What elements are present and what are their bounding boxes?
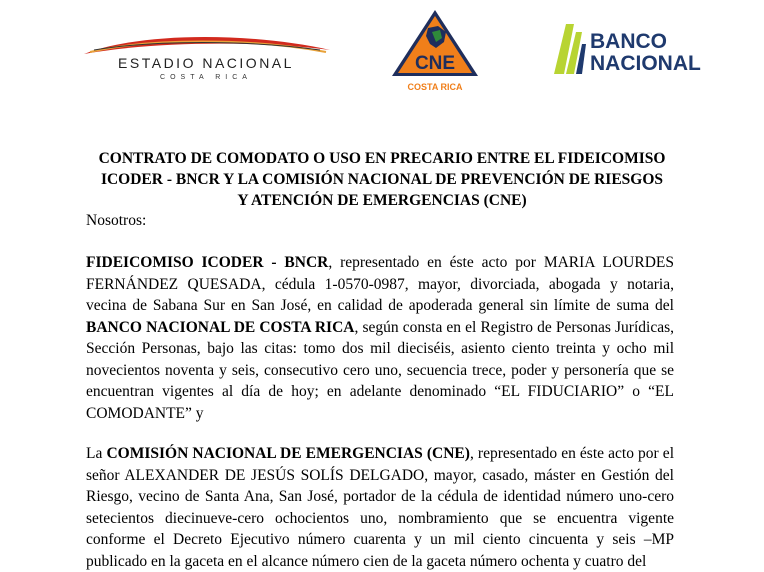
estadio-sub: COSTA RICA [160,74,252,81]
p1-text1: , representado en éste acto por MARIA LOURDES FERNÁNDEZ QUESADA, cédula 1-0570-0987, mayor, divorciada, abogada y notaria, vecina de Sabana Sur en San José, en calidad de apoderada general sin límite de suma del [86,254,674,314]
contract-title-line3: Y ATENCIÓN DE EMERGENCIAS (CNE) [237,192,527,209]
cne-sub: COSTA RICA [407,82,463,92]
estadio-name: ESTADIO NACIONAL [118,55,294,71]
contract-title-line1: CONTRATO DE COMODATO O USO EN PRECARIO ENTRE EL FIDEICOMISO [98,150,666,167]
p2-bold-cne: COMISIÓN NACIONAL DE EMERGENCIAS (CNE) [106,445,470,462]
contract-title-line2: ICODER - BNCR Y LA COMISIÓN NACIONAL DE PREVENCIÓN DE RIESGOS [100,171,664,188]
cne-logo [390,8,480,94]
estadio-nacional-logo [80,28,332,86]
p2-text2: , representado en éste acto por el señor ALEXANDER DE JESÚS SOLÍS DELGADO, mayor, casado, máster en Gestión del Riesgo, vecino de Santa Ana, San José, portador de la cédula de identidad número uno-cero setecientos diecinueve-cero ochocientos uno, nombramiento que se encuentra vigente conforme el Decreto Ejecutivo número cuarenta y un mil ciento cincuenta y seis –MP publicado en la gaceta en el alcance número cien de la gaceta número ochenta y cuatro del [86,445,674,570]
banco-line2: NACIONAL [590,52,701,75]
paragraph-cne [86,443,674,572]
banco-line1: BANCO [590,30,667,53]
p1-text2: , según consta en el Registro de Personas Jurídicas, Sección Personas, bajo las citas: tomo dos mil dieciséis, asiento ciento treinta y ocho mil novecientos noventa y seis, consecutivo cero uno, secuencia trece, poder y personería que se encuentran vigentes al día de hoy; en adelante denominado “EL FIDUCIARIO” o “EL COMODANTE” y [86,318,674,422]
banco-nacional-logo [552,18,712,80]
p1-bold-fideicomiso: FIDEICOMISO ICODER - BNCR [86,254,329,271]
paragraph-fideicomiso [86,252,674,424]
p2-text1: La [86,445,107,462]
nosotros-label: Nosotros: [86,212,147,229]
cne-name: CNE [414,53,456,74]
p1-bold-banco: BANCO NACIONAL DE COSTA RICA [86,318,355,336]
